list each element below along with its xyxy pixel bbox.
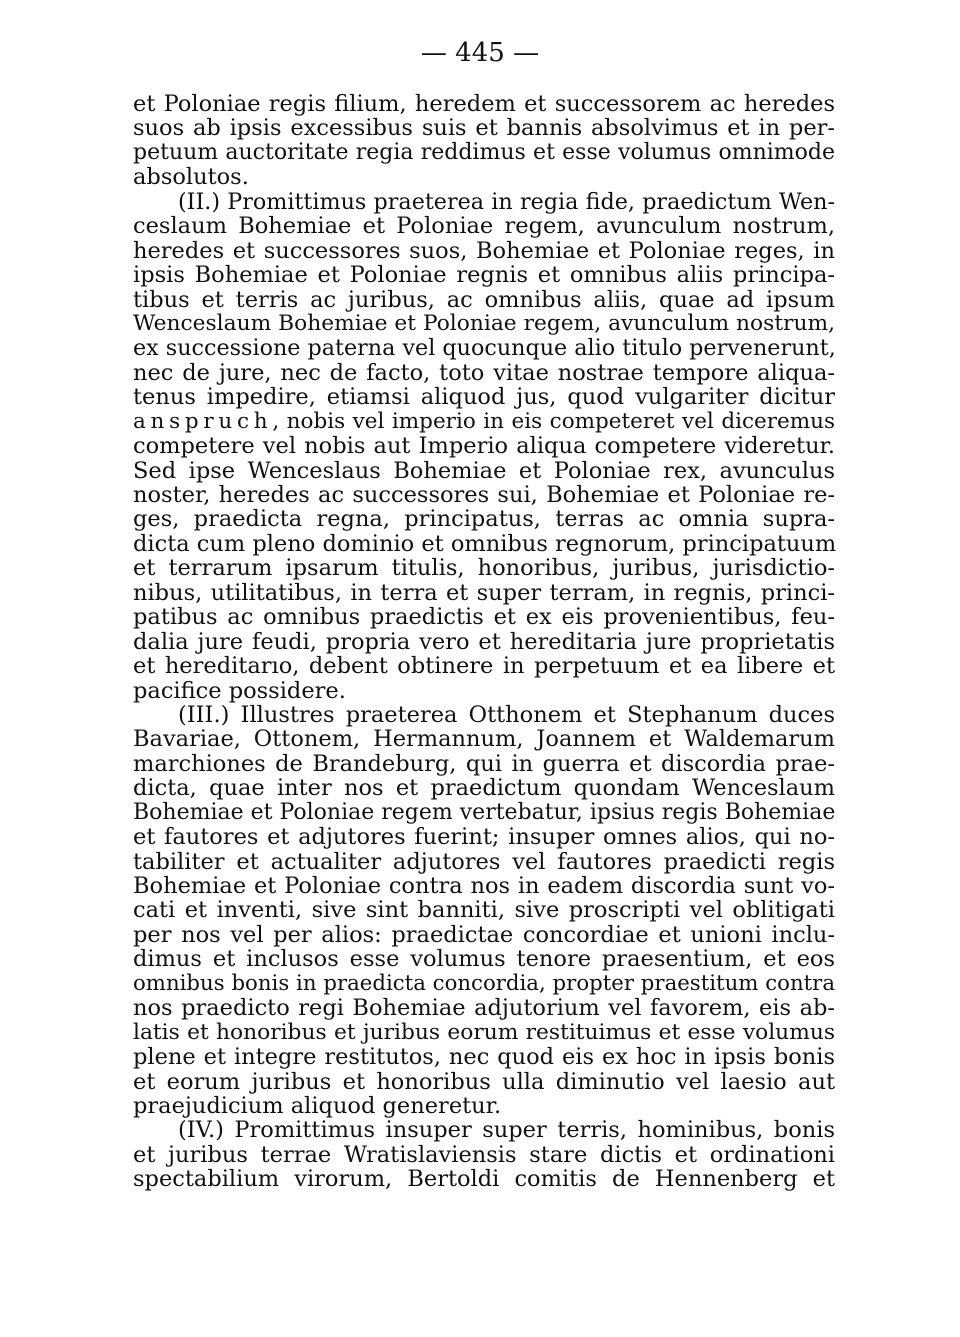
line-text: Bohemiae et Poloniae contra nos in eadem discordia sunt vo- (133, 873, 835, 899)
line-text: (IV.) Promittimus insuper super terris, hominibus, bonis (178, 1117, 835, 1144)
line-text: dicta cum pleno dominio et omnibus regnorum, principatuum (133, 530, 837, 557)
line-text: ges, praedicta regna, principatus, terras ac omnia supra- (133, 506, 835, 533)
line-text: tabiliter et actualiter adjutores vel fautores praedicti regis (133, 848, 835, 875)
text-line (133, 703, 835, 727)
text-line (133, 654, 835, 678)
line-text: pacifice possidere. (133, 677, 346, 704)
text-line (133, 996, 835, 1020)
line-text: noster, heredes ac successores sui, Bohemiae et Poloniae re- (133, 482, 835, 508)
line-text: et juribus terrae Wratislaviensis stare dictis et ordinationi (133, 1141, 835, 1168)
text-line (133, 410, 835, 434)
text-line (133, 874, 835, 898)
text-line (133, 385, 835, 409)
line-text: et eorum juribus et honoribus ulla diminutio vel laesio aut (133, 1068, 835, 1095)
line-text: suos ab ipsis excessibus suis et bannis absolvimus et in per- (133, 115, 835, 142)
line-text: nos praedicto regi Bohemiae adjutorium vel favorem, eis ab- (133, 995, 835, 1022)
text-line (133, 1094, 835, 1118)
line-text: tibus et terris ac juribus, ac omnibus aliis, quae ad ipsum (133, 286, 835, 313)
text-line (133, 239, 835, 263)
text-line (133, 116, 835, 140)
line-text: dalia jure feudi, propria vero et hereditaria jure proprietatis (133, 628, 835, 655)
text-line (133, 141, 835, 165)
text-line (133, 972, 835, 996)
line-text: Bavariae, Ottonem, Hermannum, Joannem et Waldemarum (133, 726, 835, 753)
line-text: Wenceslaum Bohemiae et Poloniae regem, avunculum nostrum, (133, 310, 836, 336)
body-text (133, 92, 835, 1192)
line-text: et hereditarıo, debent obtinere in perpetuum et ea libere et (133, 653, 835, 680)
text-line (133, 630, 835, 654)
line-text: cati et inventi, sive sint banniti, sive proscripti vel oblitigati (133, 897, 835, 924)
text-line (133, 1045, 835, 1069)
text-line (133, 92, 835, 116)
line-text: nibus, utilitatibus, in terra et super terram, in regnis, princi- (133, 579, 835, 606)
line-text: dimus et inclusos esse volumus tenore praesentium, et eos (133, 946, 835, 973)
line-text: et fautores et adjutores fuerint; insuper omnes alios, qui no- (133, 824, 835, 851)
text-line (133, 947, 835, 971)
text-line (133, 190, 835, 214)
text-line (133, 1070, 835, 1094)
text-line (133, 507, 835, 531)
text-line (133, 165, 835, 189)
spaced-word: anspruch (133, 408, 273, 434)
line-text: ex successione paterna vel quocunque alio titulo pervenerunt, (133, 335, 836, 362)
line-text: Sed ipse Wenceslaus Bohemiae et Poloniae rex, avunculus (133, 457, 835, 484)
line-text: ceslaum Bohemiae et Poloniae regem, avunculum nostrum, (133, 213, 835, 240)
line-text: per nos vel per alios: praedictae concordiae et unioni inclu- (133, 921, 835, 948)
text-line (133, 752, 835, 776)
line-text: patibus ac omnibus praedictis et ex eis provenientibus, feu- (133, 604, 835, 631)
text-line (133, 459, 835, 483)
text-line (133, 532, 835, 556)
text-line (133, 825, 835, 849)
line-text: et Poloniae regis filium, heredem et successorem ac heredes (133, 91, 835, 117)
text-line (133, 679, 835, 703)
text-line (133, 483, 835, 507)
text-line (133, 581, 835, 605)
line-text: absolutos. (133, 164, 249, 191)
line-text: (II.) Promittimus praeterea in regia fide, praedictum Wen- (178, 188, 835, 215)
text-line (133, 336, 835, 360)
text-line (133, 556, 835, 580)
text-line (133, 214, 835, 238)
line-text: petuum auctoritate regia reddimus et esse volumus omnimode (133, 139, 835, 165)
line-text: competere vel nobis aut Imperio aliqua competere videretur. (133, 433, 835, 460)
line-text: , nobis vel imperio in eis competeret vel diceremus (272, 408, 835, 434)
line-text: tenus impedire, etiamsi aliquod jus, quod vulgariter dicitur (133, 384, 835, 411)
line-text: dicta, quae inter nos et praedictum quondam Wenceslaum (133, 775, 835, 802)
text-line (133, 776, 835, 800)
text-line (133, 605, 835, 629)
text-line (133, 727, 835, 751)
line-text: omnibus bonis in praedicta concordia, propter praestitum contra (133, 970, 835, 996)
line-text: marchiones de Brandeburg, qui in guerra et discordia prae- (133, 750, 835, 777)
line-text: heredes et successores suos, Bohemiae et Poloniae reges, in (133, 237, 835, 264)
line-text: ipsis Bohemiae et Poloniae regnis et omnibus aliis principa- (133, 262, 835, 289)
line-text: plene et integre restitutos, nec quod eis ex hoc in ipsis bonis (133, 1044, 835, 1071)
line-text: Bohemiae et Poloniae regem vertebatur, ipsius regis Bohemiae (133, 799, 836, 825)
line-text: et terrarum ipsarum titulis, honoribus, juribus, jurisdictio- (133, 555, 835, 582)
line-text: praejudicium aliquod generetur. (133, 1092, 502, 1119)
text-line (133, 1143, 835, 1167)
text-line (133, 434, 835, 458)
text-line (133, 801, 835, 825)
text-line (133, 1021, 835, 1045)
page-number: — 445 — (420, 38, 540, 68)
line-text: spectabilium virorum, Bertoldi comitis de Hennenberg et (133, 1166, 835, 1193)
line-text: (III.) Illustres praeterea Otthonem et Stephanum duces (178, 701, 835, 728)
text-line (133, 288, 835, 312)
text-line (133, 361, 835, 385)
text-line (133, 263, 835, 287)
text-line (133, 923, 835, 947)
text-line (133, 1167, 835, 1191)
text-line (133, 312, 835, 336)
text-line (133, 898, 835, 922)
line-text: nec de jure, nec de facto, toto vitae nostrae tempore aliqua- (133, 359, 835, 386)
text-line (133, 1118, 835, 1142)
text-line (133, 850, 835, 874)
line-text: latis et honoribus et juribus eorum restituimus et esse volumus (133, 1019, 835, 1045)
